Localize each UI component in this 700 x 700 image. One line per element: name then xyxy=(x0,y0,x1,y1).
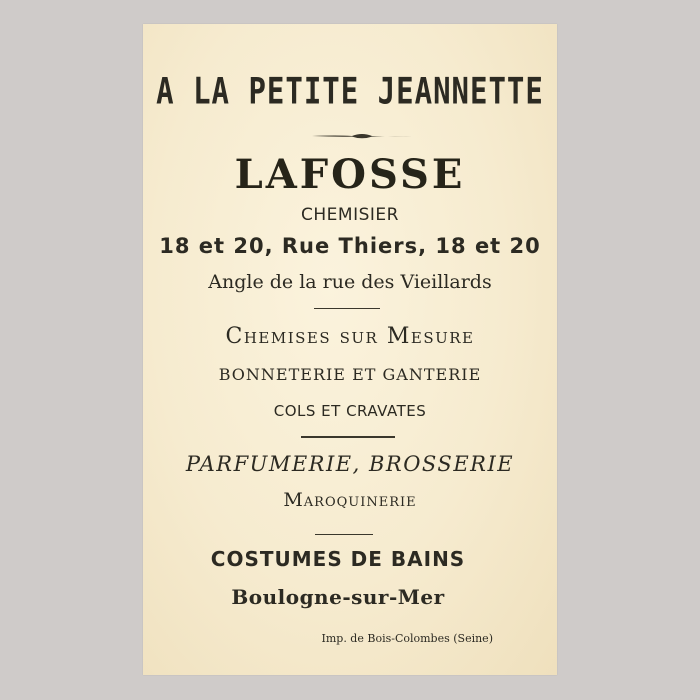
bathing-line: COSTUMES DE BAINS xyxy=(210,547,466,571)
hosiery-line: BONNETERIE ET GANTERIE xyxy=(218,365,482,384)
ornament-divider-icon xyxy=(312,132,412,140)
divider-rule xyxy=(314,308,380,309)
divider-rule xyxy=(301,436,395,438)
trade-card xyxy=(143,24,557,675)
street-corner: Angle de la rue des Vieillards xyxy=(208,271,492,293)
trade-label: CHEMISIER xyxy=(301,205,399,225)
city-line: Boulogne-sur-Mer xyxy=(231,585,445,609)
printer-credit: Imp. de Bois-Colombes (Seine) xyxy=(321,632,493,645)
perfume-line: PARFUMERIE, BROSSERIE xyxy=(185,452,515,476)
street-address: 18 et 20, Rue Thiers, 18 et 20 xyxy=(159,234,541,258)
proprietor-name: LAFOSSE xyxy=(234,151,466,198)
divider-rule xyxy=(315,534,373,535)
shirts-line: Chemises sur Mesure xyxy=(225,324,475,349)
leather-line: Maroquinerie xyxy=(283,489,417,511)
collars-line: COLS ET CRAVATES xyxy=(273,402,427,420)
shop-name: A LA PETITE JEANNETTE xyxy=(156,69,544,113)
